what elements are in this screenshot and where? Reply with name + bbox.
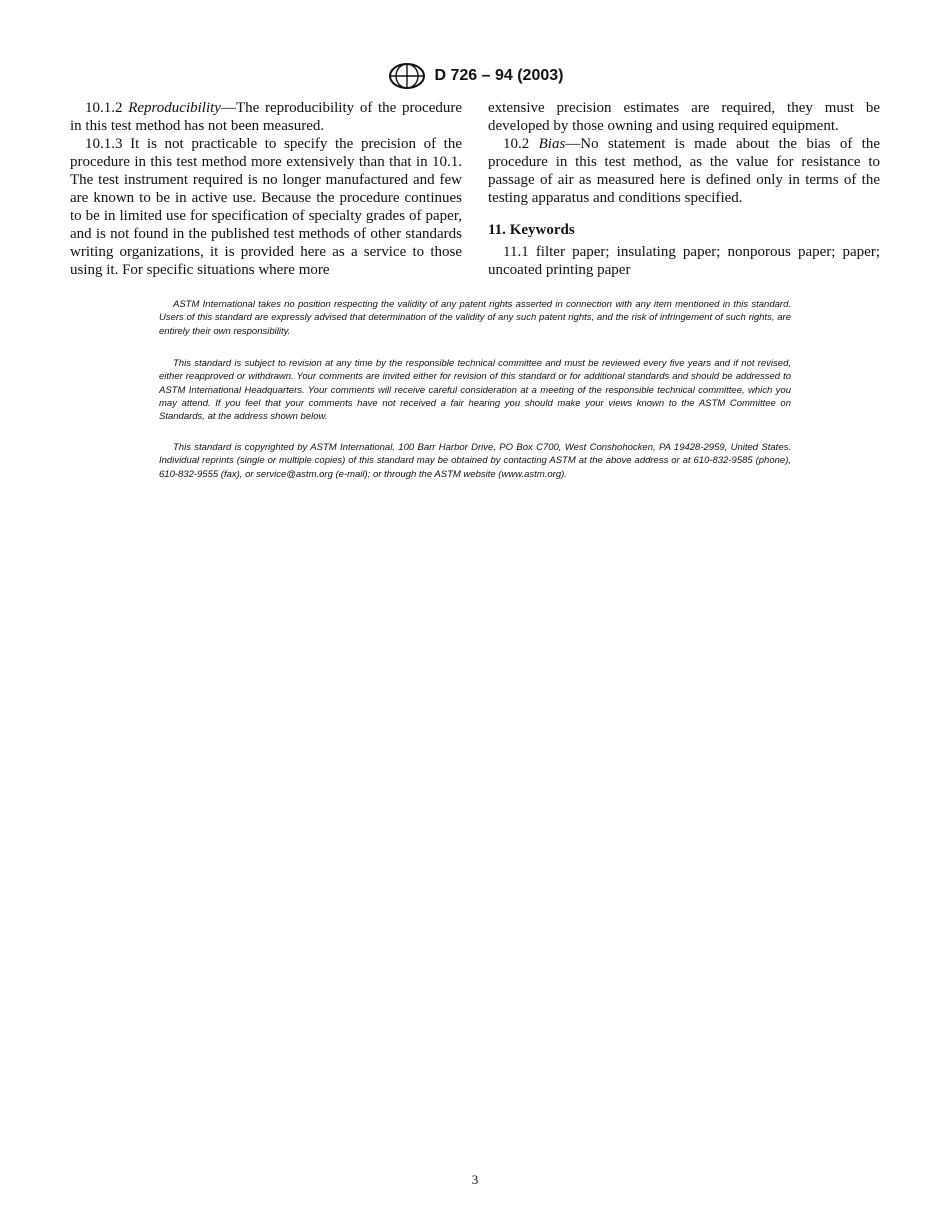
term-bias: Bias: [538, 136, 566, 152]
paragraph-number: 10.1.2: [85, 100, 123, 116]
paragraph-number: 11.1: [503, 244, 529, 260]
page-header: [0, 62, 950, 90]
revision-notice: This standard is subject to revision at any time by the responsible technical committee and must be reviewed every five years and if not revised, either reapproved or withdrawn. Your comments are invited either for revision of this standard or for additional standards and should be addressed to ASTM International Headquarters. Your comments will receive careful consideration at a meeting of the responsible technical committee, which you may attend. If you feel that your comments have not received a fair hearing you should make your views known to the ASTM Committee on Standards, at the address shown below.: [159, 358, 791, 423]
paragraph-text: —The reproducibility of the procedure in this test method has not been measured.: [70, 100, 463, 134]
paragraph-text: —No statement is made about the bias of the procedure in this test method, as the value for resistance to passage of air as measured here is defined only in terms of the testing apparatus and conditions specified.: [488, 136, 881, 206]
section-number: 11.: [488, 222, 506, 238]
paragraph-10-1-3: [70, 135, 462, 279]
astm-logo-icon: [387, 62, 427, 90]
paragraph-number: 10.1.3: [85, 136, 123, 152]
section-heading-keywords: [488, 221, 880, 239]
paragraph-text: It is not practicable to specify the precision of the procedure in this test method more extensively than that in 10.1. The test instrument required is no longer manufactured and few are known to be in active use. Because the procedure continues to be in limited use for specification of specialty grades of paper, and is not found in the published test methods of other standards writing organizations, it is provided here as a service to those using it. For specific situations where more: [70, 136, 463, 278]
paragraph-10-1-3-continued: extensive precision estimates are required, they must be developed by those owning and using required equipment.: [488, 100, 880, 134]
paragraph-number: 10.2: [503, 136, 530, 152]
page-number: 3: [471, 1172, 479, 1187]
patent-notice: ASTM International takes no position respecting the validity of any patent rights asserted in connection with any item mentioned in this standard. Users of this standard are expressly advised that determination of the validity of any such patent rights, and the risk of infringement of such rights, are entirely their own responsibility.: [159, 299, 791, 337]
section-title: Keywords: [509, 222, 575, 238]
keywords-text: filter paper; insulating paper; nonporous paper; paper; uncoated printing paper: [488, 244, 881, 278]
paragraph-10-2: [488, 135, 880, 207]
term-reproducibility: Reproducibility: [128, 100, 221, 116]
paragraph-11-1: [488, 243, 880, 279]
copyright-notice: This standard is copyrighted by ASTM International, 100 Barr Harbor Drive, PO Box C700, West Conshohocken, PA 19428-2959, United States. Individual reprints (single or multiple copies) of this standard may be obtained by contacting ASTM at the above address or at 610-832-9585 (phone), 610-832-9555 (fax), or service@astm.org (e-mail); or through the ASTM website (www.astm.org).: [159, 442, 791, 480]
document-designation: D 726 – 94 (2003): [434, 67, 564, 84]
left-column: [70, 99, 462, 279]
paragraph-10-1-2: [70, 99, 462, 135]
right-column: [488, 99, 880, 279]
